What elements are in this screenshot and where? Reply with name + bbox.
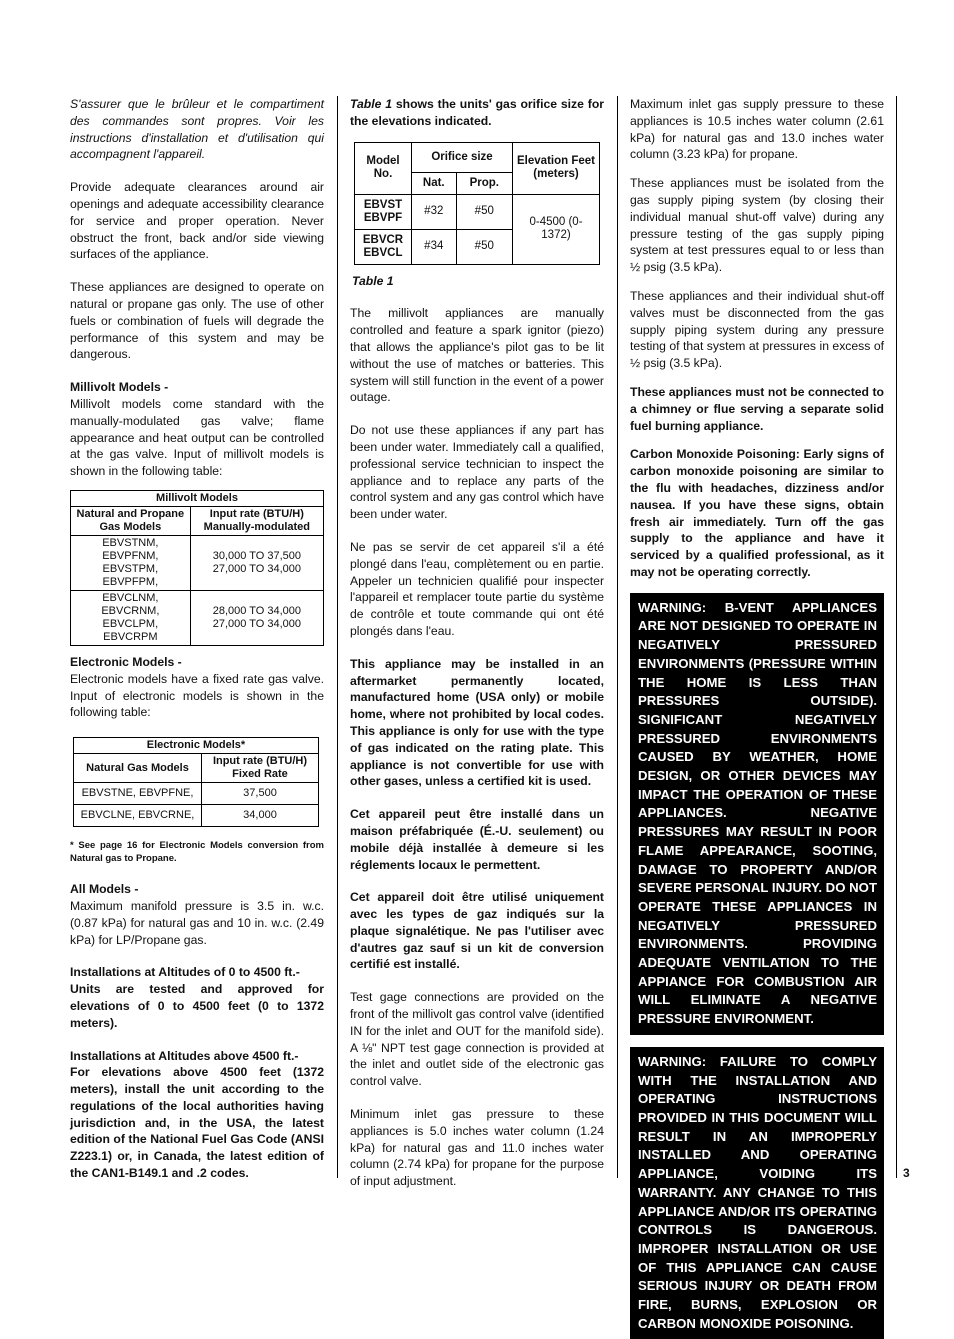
orifice-table [354,142,600,265]
gas-type-paragraph: These appliances are designed to operate on natural or propane gas only. The use of other fuels or combination of fuels will degrade the performance of this system and may be dangerous. [70,280,324,362]
column-divider-outer [896,96,897,1178]
table-cell: EBVSTNM, EBVPFNM, EBVSTPM, EBVPFPM, [71,535,191,590]
table1-caption: Table 1 [352,273,394,288]
french-paragraph-clean: S'assurer que le brûleur et le compartiment des commandes sont propres. Voir les instructions d'installation et d'utilisation qui accompagnent l'appareil. [70,97,324,162]
millivolt-text: Millivolt models come standard with the manually-modulated gas valve; flame appearance and heat output can be controlled at the gas valve. Input of millivolt models is shown in the following table: [70,396,324,479]
prop-header: Prop. [456,172,512,194]
table-cell: 34,000 [202,805,319,827]
altitude-high-text: For elevations above 4500 feet (1372 meters), install the unit according to the regulations of the local authorities having jurisdiction and, in the USA, the latest edition of the National Fuel Gas Code (ANSI Z223.1) or, in Canada, the latest edition of the CAN1-B149.1 and .2 codes. [70,1065,324,1181]
electronic-col2-header: Input rate (BTU/H) Fixed Rate [202,754,319,783]
gas-type-french: Cet appareil doit être utilisé uniquement avec les types de gaz indiqués sur la plaque signalétique. Ne pas l'utiliser avec d'autres gaz sauf si un kit de conversion certifié est installé. [350,890,604,972]
electronic-col1-header: Natural Gas Models [74,754,202,783]
page-number: 3 [903,1166,910,1180]
mobile-home-paragraph: This appliance may be installed in an aftermarket permanently located, manufactured home (USA only) or mobile home, where not prohibited by local codes. This appliance is only for use with the type of gas indicated on the rating plate. This appliance is not convertible for use with other gases, unless a certified kit is used. [350,656,604,789]
elevation-header: Elevation Feet (meters) [513,142,600,194]
electronic-heading: Electronic Models - [70,654,182,669]
min-pressure-paragraph: Minimum inlet gas pressure to these appliances is 5.0 inches water column (1.24 kPa) for natural gas and 11.0 inches water column (2.74 kPa) for propane for the purpose of input adjustment. [350,1107,604,1189]
water-warning-paragraph: Do not use these appliances if any part has been under water. Immediately call a qualified, professional service technician to inspect the appliance and to replace any parts of the control system and any gas control which have been under water. [350,423,604,522]
column-divider-left [337,96,338,1178]
millivolt-table [70,490,324,646]
prop-cell: #50 [456,194,512,229]
table1-intro-lead: Table 1 [350,97,393,111]
electronic-table-title: Electronic Models* [74,738,319,754]
model-header: Model No. [355,142,412,194]
elevation-cell: 0-4500 (0-1372) [513,194,600,264]
prop-cell: #50 [456,229,512,264]
column-2 [350,96,604,1206]
max-pressure-paragraph: Maximum inlet gas supply pressure to these appliances is 10.5 inches water column (2.61 kPa) for natural gas and 13.0 inches water column (3.23 kPa) for propane. [630,97,884,162]
all-models-heading: All Models - [70,882,139,897]
altitude-low-text: Units are tested and approved for elevations of 0 to 4500 feet (0 to 1372 meters). [70,982,324,1030]
table-cell: EBVCLNE, EBVCRNE, [74,805,202,827]
clearances-paragraph: Provide adequate clearances around air openings and adequate accessibility clearance for service and proper operation. Never obstruct the front, back and/or side viewing surfaces of the appliance. [70,180,324,262]
table-cell: EBVSTNE, EBVPFNE, [74,783,202,805]
table1-intro [350,96,604,130]
conversion-note: * See page 16 for Electronic Models conversion from Natural gas to Propane. [70,840,324,865]
column-1 [70,96,324,1198]
altitude-low-heading: Installations at Altitudes of 0 to 4500 ft.- [70,965,300,980]
nat-cell: #34 [412,229,457,264]
isolation-paragraph: These appliances must be isolated from the gas supply piping system (by closing their individual manual shut-off valve) during any pressure testing of the gas supply piping system at test pressures equal to or less than ½ psig (3.5 kPa). [630,176,884,275]
test-gage-paragraph: Test gage connections are provided on the front of the millivolt gas control valve (identified IN for the inlet and OUT for the manifold side). A ⅛" NPT test gage connection is provided at the inlet and outlet side of the electronic gas control valve. [350,990,604,1089]
water-warning-french: Ne pas se servir de cet appareil s'il a été plongé dans l'eau, complètement ou en partie. Appeler un technicien qualifié pour inspecter l'appareil et remplacer toute partie du système de contrôle et toute commande qui ont été plongés dans l'eau. [350,539,604,638]
column-3 [630,96,884,1339]
millivolt-table-title: Millivolt Models [71,490,324,506]
millivolt-heading: Millivolt Models - [70,380,169,395]
millivolt-col1-header: Natural and Propane Gas Models [71,506,191,535]
carbon-monoxide-paragraph: Carbon Monoxide Poisoning: Early signs of carbon monoxide poisoning are similar to the flu with headaches, dizziness and/or nausea. If you have these signs, obtain fresh air immediately. Turn off the gas supply to the appliance and have it serviced by a qualified professional, as it may not be operating correctly. [630,447,884,579]
table-cell: 28,000 TO 34,000 27,000 TO 34,000 [190,590,323,645]
model-cell: EBVCR EBVCL [355,229,412,264]
nat-cell: #32 [412,194,457,229]
table-cell: 37,500 [202,783,319,805]
column-divider-right [617,96,618,1178]
electronic-text: Electronic models have a fixed rate gas valve. Input of electronic models is shown in the following table: [70,671,324,720]
orifice-header: Orifice size [412,142,513,172]
warning-compliance-box: WARNING: FAILURE TO COMPLY WITH THE INSTALLATION AND OPERATING INSTRUCTIONS PROVIDED IN THIS DOCUMENT WILL RESULT IN AN IMPROPERLY INSTALLED AND OPERATING APPLIANCE, VOIDING ITS WARRANTY. ANY CHANGE TO THIS APPLIANCE AND/OR ITS OPERATING CONTROLS IS DANGEROUS. IMPROPER INSTALLATION OR USE OF THIS APPLIANCE CAN CAUSE SERIOUS INJURY OR DEATH FROM FIRE, BURNS, EXPLOSION OR CARBON MONOXIDE POISONING. [630,1047,884,1339]
millivolt-ignitor-paragraph: The millivolt appliances are manually controlled and feature a spark ignitor (piezo) that allows the appliance's pilot gas to be lit without the use of matches or batteries. This system will still function in the event of a power outage. [350,306,604,405]
mobile-home-french: Cet appareil peut être installé dans un maison préfabriquée (É.-U. seulement) ou mobile déjà installée à demeure si les réglements locaux le permettent. [350,807,604,872]
nat-header: Nat. [412,172,457,194]
altitude-high-heading: Installations at Altitudes above 4500 ft.- [70,1048,299,1063]
disconnect-paragraph: These appliances and their individual shut-off valves must be disconnected from the gas supply piping system during any pressure testing of that system at pressures in excess of ½ psig (3.5 kPa). [630,288,884,371]
table-cell: EBVCLNM, EBVCRNM, EBVCLPM, EBVCRPM [71,590,191,645]
millivolt-col2-header: Input rate (BTU/H) Manually-modulated [190,506,323,535]
table-cell: 30,000 TO 37,500 27,000 TO 34,000 [190,535,323,590]
chimney-paragraph: These appliances must not be connected to a chimney or flue serving a separate solid fuel burning appliance. [630,384,884,433]
table1-intro-rest: shows the units' gas orifice size for the elevations indicated. [350,97,605,128]
all-models-text: Maximum manifold pressure is 3.5 in. w.c. (0.87 kPa) for natural gas and 10 in. w.c. (2.49 kPa) for LP/Propane gas. [70,898,324,947]
model-cell: EBVST EBVPF [355,194,412,229]
electronic-table [73,737,319,827]
warning-bvent-box: WARNING: B-VENT APPLIANCES ARE NOT DESIGNED TO OPERATE IN NEGATIVELY PRESSURED ENVIRONMENTS (PRESSURE WITHIN THE HOME IS LESS THAN PRESSURES OUTSIDE). SIGNIFICANT NEGATIVELY PRESSURED ENVIRONMENTS CAUSED BY WEATHER, HOME DESIGN, OR OTHER DEVICES MAY IMPACT THE OPERATION OF THESE APPLIANCES. NEGATIVE PRESSURES MAY RESULT IN POOR FLAME APPEARANCE, SOOTING, DAMAGE TO PROPERTY AND/OR SEVERE PERSONAL INJURY. DO NOT OPERATE THESE APPLIANCES IN NEGATIVELY PRESSURED ENVIRONMENTS. PROVIDING ADEQUATE VENTILATION TO THE APPIANCE FOR COMBUSTION AIR WILL ELIMINATE A NEGATIVE PRESSURE ENVIRONMENT. [630,593,884,1035]
